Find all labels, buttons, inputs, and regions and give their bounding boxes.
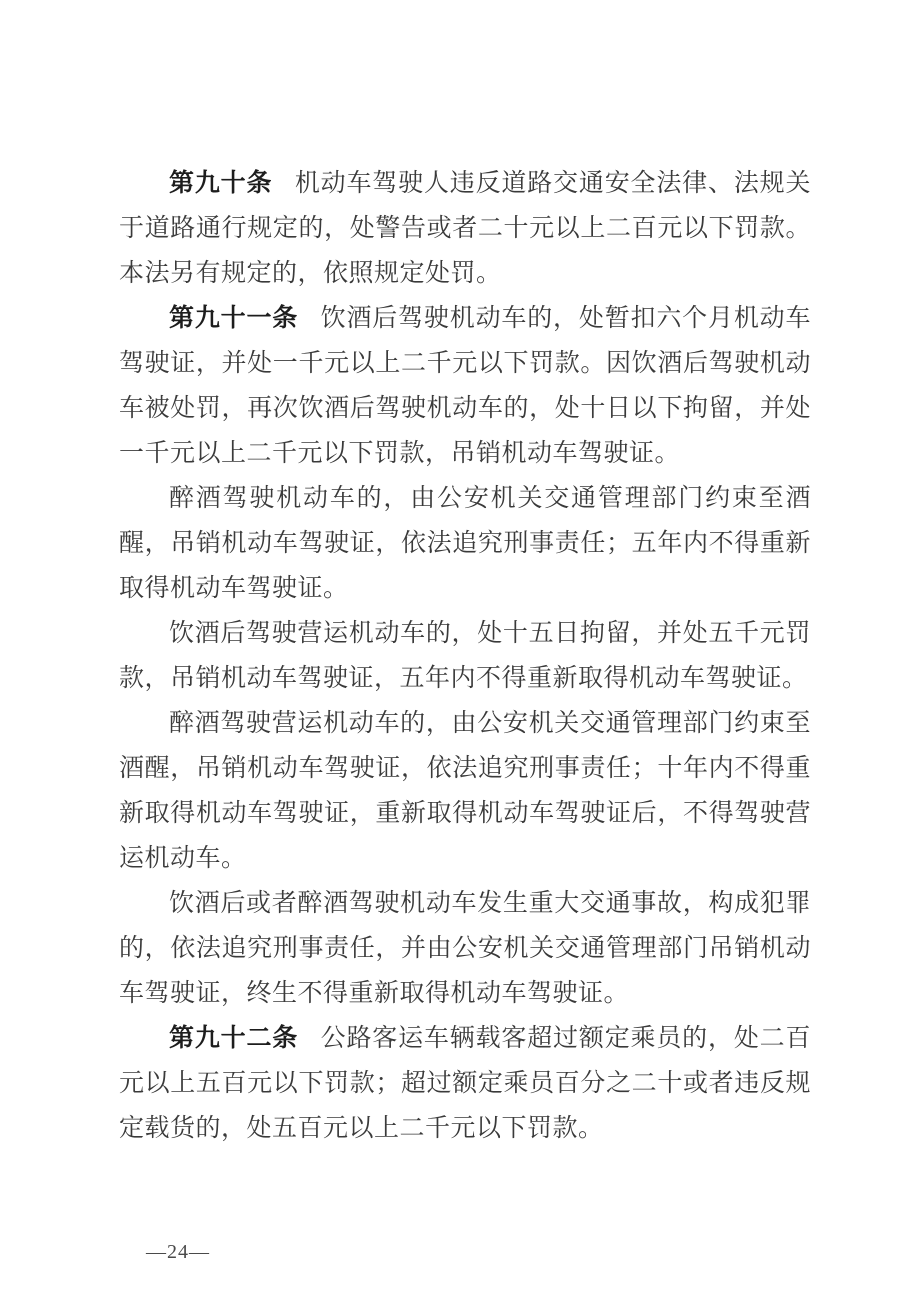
article-91-clause-3-text: 饮酒后驾驶营运机动车的，处十五日拘留，并处五千元罚款，吊销机动车驾驶证，五年内不得重新取得机动车驾驶证。 — [119, 620, 811, 692]
article-91-text: 饮酒后驾驶机动车的，处暂扣六个月机动车驾驶证，并处一千元以上二千元以下罚款。因饮酒后驾驶机动车被处罚，再次饮酒后驾驶机动车的，处十日以下拘留，并处一千元以上二千元以下罚款，吊销机动车驾驶证。 — [119, 305, 811, 467]
article-92-number: 第九十二条 — [169, 1024, 299, 1052]
article-92-text: 公路客运车辆载客超过额定乘员的，处二百元以上五百元以下罚款；超过额定乘员百分之二十或者违反规定载货的，处五百元以上二千元以下罚款。 — [119, 1025, 811, 1142]
article-91-number: 第九十一条 — [169, 304, 299, 332]
paragraph-article-91-clause-3 — [119, 611, 811, 701]
article-91-clause-4-text: 醉酒驾驶营运机动车的，由公安机关交通管理部门约束至酒醒，吊销机动车驾驶证，依法追究刑事责任；十年内不得重新取得机动车驾驶证，重新取得机动车驾驶证后，不得驾驶营运机动车。 — [119, 710, 811, 872]
article-91-clause-2-text: 醉酒驾驶机动车的，由公安机关交通管理部门约束至酒醒，吊销机动车驾驶证，依法追究刑事责任；五年内不得重新取得机动车驾驶证。 — [119, 485, 811, 602]
paragraph-article-91-clause-4 — [119, 701, 811, 881]
paragraph-article-90 — [119, 161, 811, 296]
article-90-number: 第九十条 — [169, 169, 273, 197]
article-90-text: 机动车驾驶人违反道路交通安全法律、法规关于道路通行规定的，处警告或者二十元以上二百元以下罚款。本法另有规定的，依照规定处罚。 — [119, 170, 811, 287]
paragraph-article-92 — [119, 1016, 811, 1151]
law-text-block — [119, 161, 811, 1151]
paragraph-article-91-clause-5 — [119, 881, 811, 1016]
paragraph-article-91 — [119, 296, 811, 476]
article-91-clause-5-text: 饮酒后或者醉酒驾驶机动车发生重大交通事故，构成犯罪的，依法追究刑事责任，并由公安机关交通管理部门吊销机动车驾驶证，终生不得重新取得机动车驾驶证。 — [119, 890, 811, 1007]
paragraph-article-91-clause-2 — [119, 476, 811, 611]
page-number: —24— — [146, 1241, 210, 1263]
